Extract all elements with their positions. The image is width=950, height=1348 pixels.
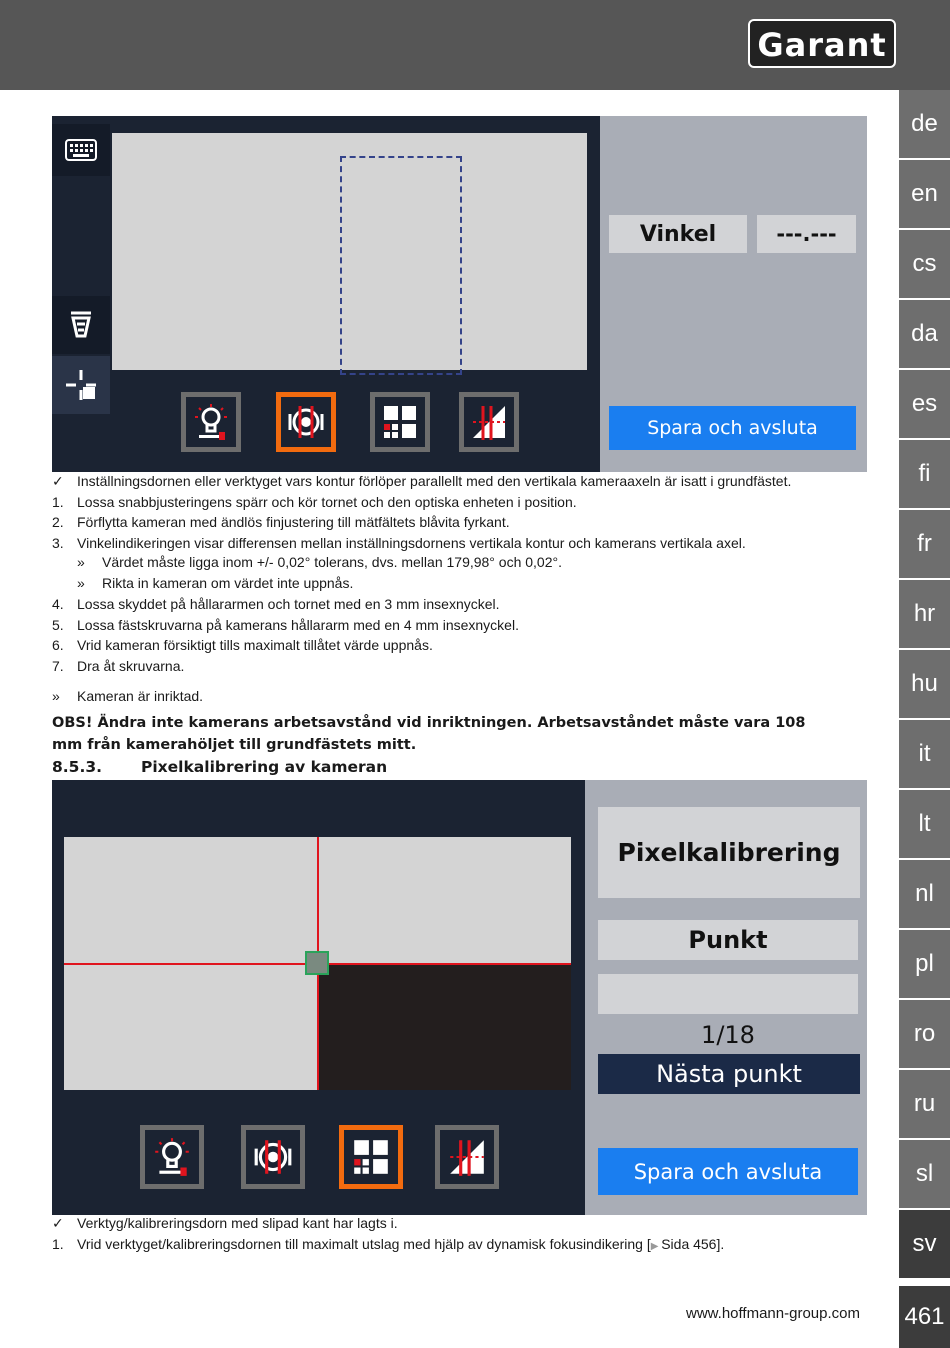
list-marker: 6. xyxy=(52,637,64,653)
list-text: Lossa fästskruvarna på kamerans hållararm med en 4 mm insexnyckel. xyxy=(77,617,519,633)
list-item xyxy=(52,657,184,676)
language-tab-de[interactable]: de xyxy=(899,90,950,158)
list-item xyxy=(52,636,433,655)
calibration-edge-area xyxy=(317,963,571,1090)
language-tab-fi[interactable]: fi xyxy=(899,440,950,508)
language-tab-cs[interactable]: cs xyxy=(899,230,950,298)
list-text: Kameran är inriktad. xyxy=(77,688,204,704)
language-tab-sv[interactable]: sv xyxy=(899,1210,950,1278)
list-text: Rikta in kameran om värdet inte uppnås. xyxy=(102,575,354,591)
list-marker: 3. xyxy=(52,535,64,551)
language-tab-hr[interactable]: hr xyxy=(899,580,950,648)
list-text: Lossa snabbjusteringens spärr och kör tornet och den optiska enheten i position. xyxy=(77,494,577,510)
page-number: 461 xyxy=(899,1286,950,1348)
list-text: Vinkelindikeringen visar differensen mellan inställningsdornens vertikala kontur och kamerans vertikala axel. xyxy=(77,535,746,551)
list-item xyxy=(52,493,577,512)
language-tab-fr[interactable]: fr xyxy=(899,510,950,578)
list-text: Förflytta kameran med ändlös finjustering till mätfältets blåvita fyrkant. xyxy=(77,514,510,530)
calibration-point-marker xyxy=(305,951,329,975)
lighting-button[interactable] xyxy=(140,1125,204,1189)
section-heading xyxy=(52,758,387,776)
language-tab-nl[interactable]: nl xyxy=(899,860,950,928)
list-item xyxy=(77,553,562,572)
language-tab-ru[interactable]: ru xyxy=(899,1070,950,1138)
language-tab-en[interactable]: en xyxy=(899,160,950,228)
camera-view[interactable] xyxy=(112,133,587,370)
pixel-grid-icon xyxy=(380,402,420,442)
light-bulb-icon xyxy=(153,1136,191,1178)
vertical-alignment-icon xyxy=(469,402,509,442)
focus-indicator-icon xyxy=(286,402,326,442)
footer-url[interactable]: www.hoffmann-group.com xyxy=(686,1305,860,1322)
list-text: Vrid kameran försiktigt tills maximalt tillåtet värde uppnås. xyxy=(77,637,433,653)
language-tab-hu[interactable]: hu xyxy=(899,650,950,718)
pixel-grid-icon xyxy=(350,1136,392,1178)
language-tab-es[interactable]: es xyxy=(899,370,950,438)
list-marker: » xyxy=(77,554,85,570)
list-item xyxy=(52,687,203,706)
list-item xyxy=(52,616,519,635)
list-marker: 2. xyxy=(52,514,64,530)
list-marker: 1. xyxy=(52,494,64,510)
calibration-panel xyxy=(585,780,867,1215)
list-text: Inställningsdornen eller verktyget vars kontur förlöper parallellt med den vertikala kameraaxeln är isatt i grundfästet. xyxy=(77,473,792,489)
list-item xyxy=(52,595,500,614)
list-item xyxy=(52,534,746,553)
angle-value: ---.--- xyxy=(757,215,856,253)
point-value xyxy=(598,974,858,1014)
tool-holder-icon xyxy=(69,310,93,340)
language-sidebar xyxy=(899,90,950,1280)
measurement-field-frame xyxy=(340,156,462,375)
calibration-button[interactable] xyxy=(339,1125,403,1189)
list-marker: 1. xyxy=(52,1236,64,1252)
save-and-exit-button[interactable]: Spara och avsluta xyxy=(598,1148,858,1195)
list-marker: » xyxy=(77,575,85,591)
point-label: Punkt xyxy=(598,920,858,960)
next-point-button[interactable]: Nästa punkt xyxy=(598,1054,860,1094)
language-tab-sl[interactable]: sl xyxy=(899,1140,950,1208)
language-tab-da[interactable]: da xyxy=(899,300,950,368)
list-text: Dra åt skruvarna. xyxy=(77,658,185,674)
garant-logo: Garant xyxy=(748,19,896,68)
list-item xyxy=(52,472,791,491)
list-text: Verktyg/kalibreringsdorn med slipad kant har lagts i. xyxy=(77,1215,398,1231)
alignment-button[interactable] xyxy=(435,1125,499,1189)
language-tab-lt[interactable]: lt xyxy=(899,790,950,858)
focus-button[interactable] xyxy=(241,1125,305,1189)
list-item xyxy=(52,1235,724,1256)
list-item xyxy=(77,574,353,593)
calibration-title: Pixelkalibrering xyxy=(598,807,860,898)
list-item xyxy=(52,513,510,532)
list-marker: ✓ xyxy=(52,1215,64,1231)
pixel-calibration-screen xyxy=(52,780,867,1215)
alignment-button[interactable] xyxy=(459,392,519,452)
page-reference-link[interactable]: Sida 456 xyxy=(661,1236,717,1252)
list-item xyxy=(52,1214,398,1233)
light-bulb-icon xyxy=(193,402,229,442)
list-text-suffix: ]. xyxy=(716,1236,725,1252)
focus-button[interactable] xyxy=(276,392,336,452)
keyboard-button[interactable] xyxy=(52,124,110,176)
list-marker: 4. xyxy=(52,596,64,612)
keyboard-icon xyxy=(65,139,97,161)
angle-label: Vinkel xyxy=(609,215,747,253)
list-text: Värdet måste ligga inom +/- 0,02° tolerans, dvs. mellan 179,98° och 0,02°. xyxy=(102,554,562,570)
obs-note: OBS! Ändra inte kamerans arbetsavstånd vid inriktningen. Arbetsavståndet måste vara 108 mm från kamerahöljet till grundfästets mitt. xyxy=(52,715,806,753)
crosshair-button[interactable] xyxy=(52,356,110,414)
list-marker: 5. xyxy=(52,617,64,633)
point-counter: 1/18 xyxy=(701,1021,755,1049)
list-text: Vrid verktyget/kalibreringsdornen till maximalt utslag med hjälp av dynamisk fokusindikering [ xyxy=(77,1236,651,1252)
save-and-exit-button[interactable]: Spara och avsluta xyxy=(609,406,856,450)
crosshair-icon xyxy=(64,368,98,402)
angle-panel xyxy=(600,116,867,472)
section-number: 8.5.3. xyxy=(52,758,103,776)
camera-alignment-screen xyxy=(52,116,867,472)
language-tab-pl[interactable]: pl xyxy=(899,930,950,998)
calibration-camera-view[interactable] xyxy=(64,837,571,1090)
focus-indicator-icon xyxy=(252,1136,294,1178)
language-tab-ro[interactable]: ro xyxy=(899,1000,950,1068)
section-title: Pixelkalibrering av kameran xyxy=(141,758,388,776)
calibration-button[interactable] xyxy=(370,392,430,452)
page-link-arrow-icon: ▶ xyxy=(650,1241,662,1252)
list-text: Lossa skyddet på hållararmen och tornet med en 3 mm insexnyckel. xyxy=(77,596,500,612)
lighting-button[interactable] xyxy=(181,392,241,452)
tool-holder-button[interactable] xyxy=(52,296,110,354)
list-marker: ✓ xyxy=(52,473,64,489)
vertical-alignment-icon xyxy=(446,1136,488,1178)
list-marker: 7. xyxy=(52,658,64,674)
list-marker: » xyxy=(52,688,60,704)
language-tab-it[interactable]: it xyxy=(899,720,950,788)
